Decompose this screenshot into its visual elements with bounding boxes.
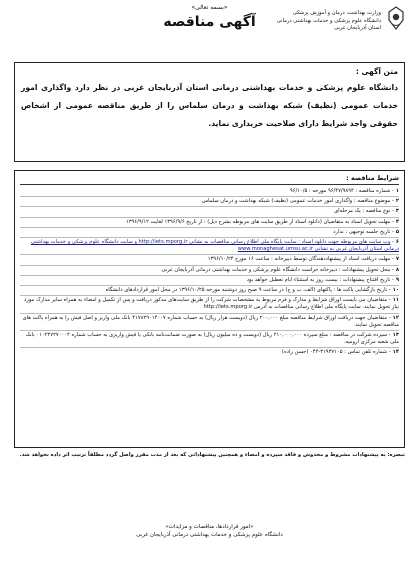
condition-number: ۱ — [395, 188, 399, 194]
condition-text: تاریخ بازگشایی پاکت ها : پاکتهای (الف، ب و ج) در ساعت ۹ صبح روز دوشنبه مورخه ۱۳۹۶/۱۰/۲۵ در محل امور قراردادهای دانشگاه — [105, 287, 388, 294]
condition-number: ۳ — [395, 208, 399, 215]
tender-notice-page — [6, 4, 413, 570]
condition-number: ۱۲ — [392, 314, 399, 321]
condition-row: ۲- موضوع مناقصه : واگذاری امور خدمات عمومی (نظیف) شبکه بهداشت و درمان سلماس — [20, 197, 399, 207]
condition-row: ۶- وب سایت های مربوطه جهت دانلود اسناد : سایت پایگاه ملی اطلاع رسانی مناقصات به نشانی http://iets.mporg.ir و سایت دانشگاه علوم پزشکی و خدمات بهداشتی درمانی استان آذربایجان غربی به نشانی www.monaghesat.umsu.ac.ir — [20, 238, 399, 255]
notice-header — [6, 4, 413, 54]
condition-text: مهلت تحویل اسناد به متقاضیان (دانلود اسناد از طریق سایت های مربوطه بشرح ذیل) : از تاریخ ۱۳۹۶/۹/۶ لغایت ۱۳۹۶/۹/۱۲ — [125, 218, 391, 225]
org-line: استان آذربایجان غربی — [334, 25, 381, 31]
condition-row: ۳- نوع مناقصه : یک مرحله‌ای — [20, 207, 399, 217]
condition-row: ۱۴- شماره تلفن تماس : ۳۱۹۳۷۱۰۵-۰۴۴ (حسن زاده) — [281, 349, 399, 356]
condition-text: متقاضیان می بایست اوراق شرایط و مدارک و فرم مربوط به مشخصات شرکت را از طریق سایت‌های مذکور دریافت و پس از تکمیل و امضاء به همراه سایر مدارک مورد نیاز تحویل نمایند. سایت پایگاه ملی اطلاع رسانی مناقصات به آدرس http://iets.mporg.ir — [24, 297, 399, 311]
condition-text: محل تحویل پیشنهادات : دبیرخانه حراست دانشگاه علوم پزشکی و خدمات بهداشتی درمانی آذربایجان غربی — [161, 266, 391, 273]
condition-number: ۱۰ — [392, 287, 399, 294]
tender-conditions — [14, 170, 405, 448]
condition-number: ۷ — [395, 256, 399, 263]
condition-number: ۱۳ — [392, 332, 399, 339]
organization-name — [231, 10, 381, 33]
condition-number: ۲ — [395, 198, 399, 205]
condition-number: ۱۴ — [392, 349, 399, 356]
condition-row: ۷- مهلت دریافت اسناد از پیشنهاددهندگان توسط دبیرخانه : ساعت ۱۶ مورخ ۱۳۹۶/۱۰/۲۴ — [20, 255, 399, 265]
website-links[interactable]: وب سایت های مربوطه جهت دانلود اسناد : سایت پایگاه ملی اطلاع رسانی مناقصات به نشانی http://iets.mporg.ir و سایت دانشگاه علوم پزشکی و خدمات بهداشتی درمانی استان آذربایجان غربی به نشانی www.monaghesat.umsu.ac.ir — [30, 239, 399, 253]
footer-note: تبصره: به پیشنهادات مشروط و مخدوش و فاقد سپرده و امضاء و همچنین پیشنهاداتی که بعد از مدت مقرر واصل گردد مطلقاً ترتیب اثر داده نخواهد شد. — [19, 452, 405, 458]
intro-text: دانشگاه علوم پزشکی و خدمات بهداشتی درمانی استان آذربایجان غربی در نظر دارد واگذاری امور خدمات عمومی (نظیف) شبکه بهداشت و درمان سلماس را از طریق مناقصه عمومی از اشخاص حقوقی واجد شرایط دارای صلاحیت خریداری نماید. — [21, 83, 398, 128]
condition-text: تاریخ افتتاح پیشنهادات : بیست روز به استثناء ایام تعطیل خواهد بود — [246, 276, 391, 283]
ministry-emblem-icon — [385, 6, 407, 30]
org-line: وزارت بهداشت، درمان و آموزش پزشکی — [292, 10, 381, 16]
condition-text: نوع مناقصه : یک مرحله‌ای — [334, 208, 391, 215]
condition-text: موضوع مناقصه : واگذاری امور خدمات عمومی (نظیف) شبکه بهداشت و درمان سلماس — [201, 198, 391, 205]
condition-number: ۹ — [395, 276, 399, 283]
conditions-heading: شرایط مناقصه : — [20, 174, 399, 185]
condition-number: ۱۱ — [392, 297, 399, 304]
intro-heading: متن آگهی : — [355, 67, 398, 76]
org-line: دانشگاه علوم پزشکی و خدمات بهداشتی درمانی — [276, 17, 381, 24]
condition-row: ۱۳- سپرده شرکت در مناقصه : مبلغ سپرده ۲۱۰,۰۰۰,۰۰۰ ریال (دویست و ده میلیون ریال) به صورت ضمانت‌نامه بانکی یا فیش واریزی به حساب شماره ۰۱۰۲۲۷۲۷۰۰۰۲ بانک ملی شعبه مرکزی ارومیه. — [20, 331, 399, 348]
condition-row: ۵- تاریخ جلسه توجیهی : ندارد — [20, 228, 399, 238]
issuer-stamp — [6, 524, 413, 539]
condition-row: ۸- محل تحویل پیشنهادات : دبیرخانه حراست دانشگاه علوم پزشکی و خدمات بهداشتی درمانی آذربایجان غربی — [20, 266, 399, 276]
condition-number: ۴ — [395, 218, 399, 225]
condition-text: متقاضیان جهت دریافت اوراق شرایط مناقصه مبلغ ۲۰۰,۰۰۰ ریال (دویست هزار ریال) به حساب شماره ۴۱۷۸۲۹۰۱۴۰۰۷ بانک ملی واریز و اصل فیش را به همراه پاکت های مناقصه تحویل نمایند. — [22, 314, 399, 328]
condition-row: ۱۰- تاریخ بازگشایی پاکت ها : پاکتهای (الف، ب و ج) در ساعت ۹ صبح روز دوشنبه مورخه ۱۳۹۶/۱۰/۲۵ در محل امور قراردادهای دانشگاه — [20, 286, 399, 296]
page-title: آگهی مناقصه — [163, 14, 256, 30]
condition-number: ۶ — [395, 239, 399, 246]
condition-row: ۱۱- متقاضیان می بایست اوراق شرایط و مدارک و فرم مربوط به مشخصات شرکت را از طریق سایت‌های مذکور دریافت و پس از تکمیل و امضاء به همراه سایر مدارک مورد نیاز تحویل نمایند. سایت پایگاه ملی اطلاع رسانی مناقصات به آدرس http://iets.mporg.ir — [20, 296, 399, 313]
condition-row: ۴- مهلت تحویل اسناد به متقاضیان (دانلود اسناد از طریق سایت های مربوطه بشرح ذیل) : از تاریخ ۱۳۹۶/۹/۶ لغایت ۱۳۹۶/۹/۱۲ — [20, 218, 399, 228]
condition-row: ۱- شماره مناقصه : ۹۶/۴۷/۹۸۹۴ مورخه : ۹۶/۱۰/۵ — [20, 187, 399, 197]
notice-intro — [14, 62, 405, 162]
stamp-line: دانشگاه علوم پزشکی و خدمات بهداشتی درمانی آذربایجان غربی — [136, 531, 283, 538]
condition-text: مهلت دریافت اسناد از پیشنهاددهندگان توسط دبیرخانه : ساعت ۱۶ مورخ ۱۳۹۶/۱۰/۲۴ — [207, 256, 391, 263]
condition-row: ۹- تاریخ افتتاح پیشنهادات : بیست روز به استثناء ایام تعطیل خواهد بود — [20, 276, 399, 286]
condition-text: شماره تلفن تماس : ۳۱۹۳۷۱۰۵-۰۴۴ (حسن زاده) — [281, 349, 388, 356]
condition-number: ۵ — [395, 228, 399, 235]
condition-number: ۸ — [395, 266, 399, 273]
bismillah: «بسمه تعالی» — [191, 4, 228, 11]
condition-row: ۱۲- متقاضیان جهت دریافت اوراق شرایط مناقصه مبلغ ۲۰۰,۰۰۰ ریال (دویست هزار ریال) به حساب شماره ۴۱۷۸۲۹۰۱۴۰۰۷ بانک ملی واریز و اصل فیش را به همراه پاکت های مناقصه تحویل نمایند. — [20, 314, 399, 331]
condition-text: سپرده شرکت در مناقصه : مبلغ سپرده ۲۱۰,۰۰۰,۰۰۰ ریال (دویست و ده میلیون ریال) به صورت ضمانت‌نامه بانکی یا فیش واریزی به حساب شماره ۰۱۰۲۲۷۲۷۰۰۰۲ بانک ملی شعبه مرکزی ارومیه. — [25, 332, 399, 346]
stamp-line: «امور قراردادها، مناقصات و مزایدات» — [165, 524, 254, 530]
condition-text: تاریخ جلسه توجیهی : ندارد — [333, 228, 391, 235]
condition-text: شماره مناقصه : ۹۶/۴۷/۹۸۹۴ مورخه : ۹۶/۱۰/۵ — [289, 188, 391, 194]
